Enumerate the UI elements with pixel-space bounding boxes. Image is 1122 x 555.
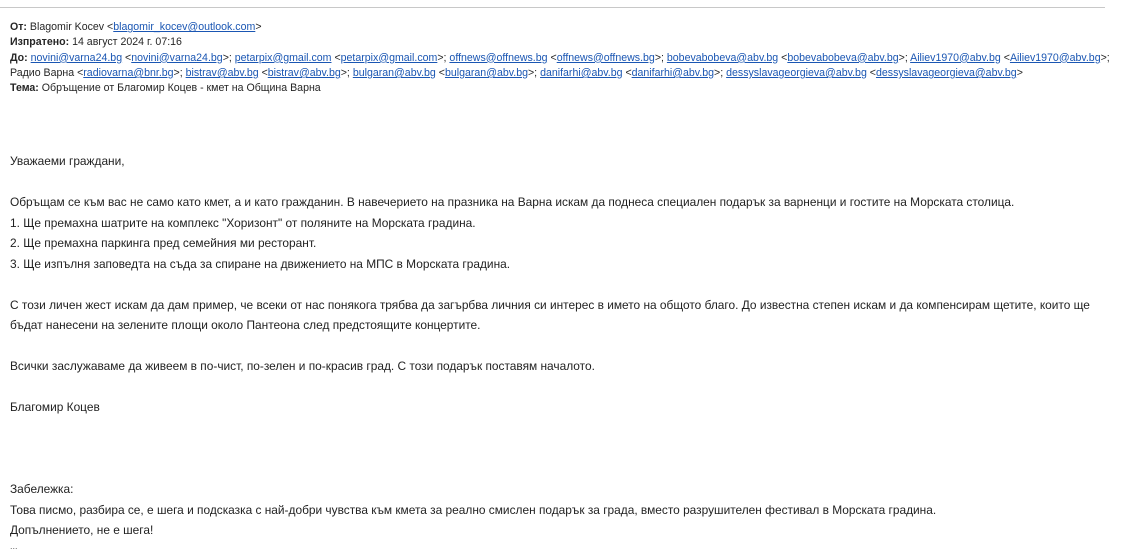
recipients-list — [10, 52, 1110, 79]
to-label: До: — [10, 51, 28, 64]
recipient-email-link[interactable]: petarpix@gmail.com — [340, 51, 438, 64]
list-item: 3. Ще изпълня заповедта на съда за спиране на движението на МПС в Морската градина. — [10, 256, 511, 271]
recipient: dessyslavageorgieva@abv.bg <dessyslavageorgieva@abv.bg> — [726, 66, 1023, 79]
note-addendum: Допълнението, не е шега! — [10, 523, 154, 537]
recipient: novini@varna24.bg <novini@varna24.bg>; — [30, 51, 235, 64]
to-row — [10, 51, 1110, 82]
recipient-email-link[interactable]: novini@varna24.bg — [131, 51, 223, 64]
paragraph-3: Всички заслужаваме да живеем в по-чист, по-зелен и по-красив град. С този подарък поставям началото. — [10, 359, 595, 373]
note-label: Забележка: — [10, 482, 74, 496]
note-text: Това писмо, разбира се, е шега и подсказка с най-добри чувства към кмета за реално смислен подарък за града, вместо разрушителен фестивал в Морската градина. — [10, 502, 937, 517]
recipient: offnews@offnews.bg <offnews@offnews.bg>; — [449, 51, 667, 64]
from-name: Blagomir Kocev — [29, 21, 105, 33]
subject-row — [10, 81, 1110, 96]
recipient: petarpix@gmail.com <petarpix@gmail.com>; — [234, 51, 450, 64]
recipient-email-link[interactable]: radiovarna@bnr.bg — [83, 66, 174, 79]
paragraph-2-line-1: С този личен жест искам да дам пример, че всеки от нас понякога трябва да загърбва личния си интерес в името на общото благо. До известна степен искам и да компенсирам щетите, които ще — [10, 297, 1090, 312]
subject-label: Тема: — [10, 82, 39, 95]
recipient: bistrav@abv.bg <bistrav@abv.bg>; — [185, 66, 353, 79]
sent-value: 14 август 2024 г. 07:16 — [72, 36, 182, 49]
recipient-email-link[interactable]: danifarhi@abv.bg — [540, 66, 623, 79]
list-item: 1. Ще премахна шатрите на комплекс "Хоризонт" от поляните на Морската градина. — [10, 215, 476, 230]
greeting: Уважаеми граждани, — [10, 154, 125, 168]
recipient: bobevabobeva@abv.bg <bobevabobeva@abv.bg>; — [666, 51, 911, 64]
recipient: Радио Варна <radiovarna@bnr.bg>; — [10, 66, 186, 79]
recipient-email-link[interactable]: bobevabobeva@abv.bg — [787, 51, 899, 64]
paragraph-2-line-2: бъдат нанесени на зелените площи около Пантеона след предстоящите концертите. — [10, 318, 481, 332]
recipient-email-link[interactable]: dessyslavageorgieva@abv.bg — [875, 66, 1017, 79]
recipient-name: Радио Варна — [10, 66, 75, 79]
from-row: От: Blagomir Kocev <blagomir_kocev@outlook.com> — [10, 21, 262, 33]
recipient-email-link[interactable]: bobevabobeva@abv.bg — [666, 51, 779, 64]
header-divider — [0, 7, 1105, 8]
recipient-email-link[interactable]: bulgaran@abv.bg — [352, 66, 436, 79]
recipient-email-link[interactable]: Ailiev1970@abv.bg — [910, 51, 1001, 64]
recipient-email-link[interactable]: offnews@offnews.bg — [556, 51, 655, 64]
email-headers — [10, 20, 1110, 96]
from-email-link[interactable]: blagomir_kocev@outlook.com — [113, 21, 256, 33]
list-item: 2. Ще премахна паркинга пред семейния ми ресторант. — [10, 236, 317, 250]
from-label: От: — [10, 21, 27, 33]
signature: Благомир Коцев — [10, 400, 100, 414]
recipient-email-link[interactable]: Ailiev1970@abv.bg — [1009, 51, 1101, 64]
recipient-email-link[interactable]: bistrav@abv.bg — [267, 66, 341, 79]
sent-row — [10, 35, 1110, 50]
recipient-email-link[interactable]: novini@varna24.bg — [30, 51, 123, 64]
sent-label: Изпратено: — [10, 36, 70, 49]
trailing-ellipsis: ... — [10, 540, 18, 551]
recipient-email-link[interactable]: danifarhi@abv.bg — [631, 66, 715, 79]
recipient-email-link[interactable]: bulgaran@abv.bg — [444, 66, 528, 79]
recipient-email-link[interactable]: offnews@offnews.bg — [449, 51, 548, 64]
recipient-email-link[interactable]: petarpix@gmail.com — [234, 51, 332, 64]
subject-value: Обръщение от Благомир Коцев - кмет на Община Варна — [41, 82, 321, 95]
recipient-email-link[interactable]: dessyslavageorgieva@abv.bg — [726, 66, 867, 79]
recipient: bulgaran@abv.bg <bulgaran@abv.bg>; — [352, 66, 541, 79]
intro-paragraph: Обръщам се към вас не само като кмет, а и като гражданин. В навечерието на празника на Варна искам да поднеса специален подарък за варненци и гостите на Морската столица. — [10, 195, 1015, 209]
recipient: danifarhi@abv.bg <danifarhi@abv.bg>; — [540, 66, 727, 79]
email-body — [10, 151, 1120, 551]
recipient: Ailiev1970@abv.bg <Ailiev1970@abv.bg>; — [910, 51, 1110, 64]
recipient-email-link[interactable]: bistrav@abv.bg — [185, 66, 259, 79]
